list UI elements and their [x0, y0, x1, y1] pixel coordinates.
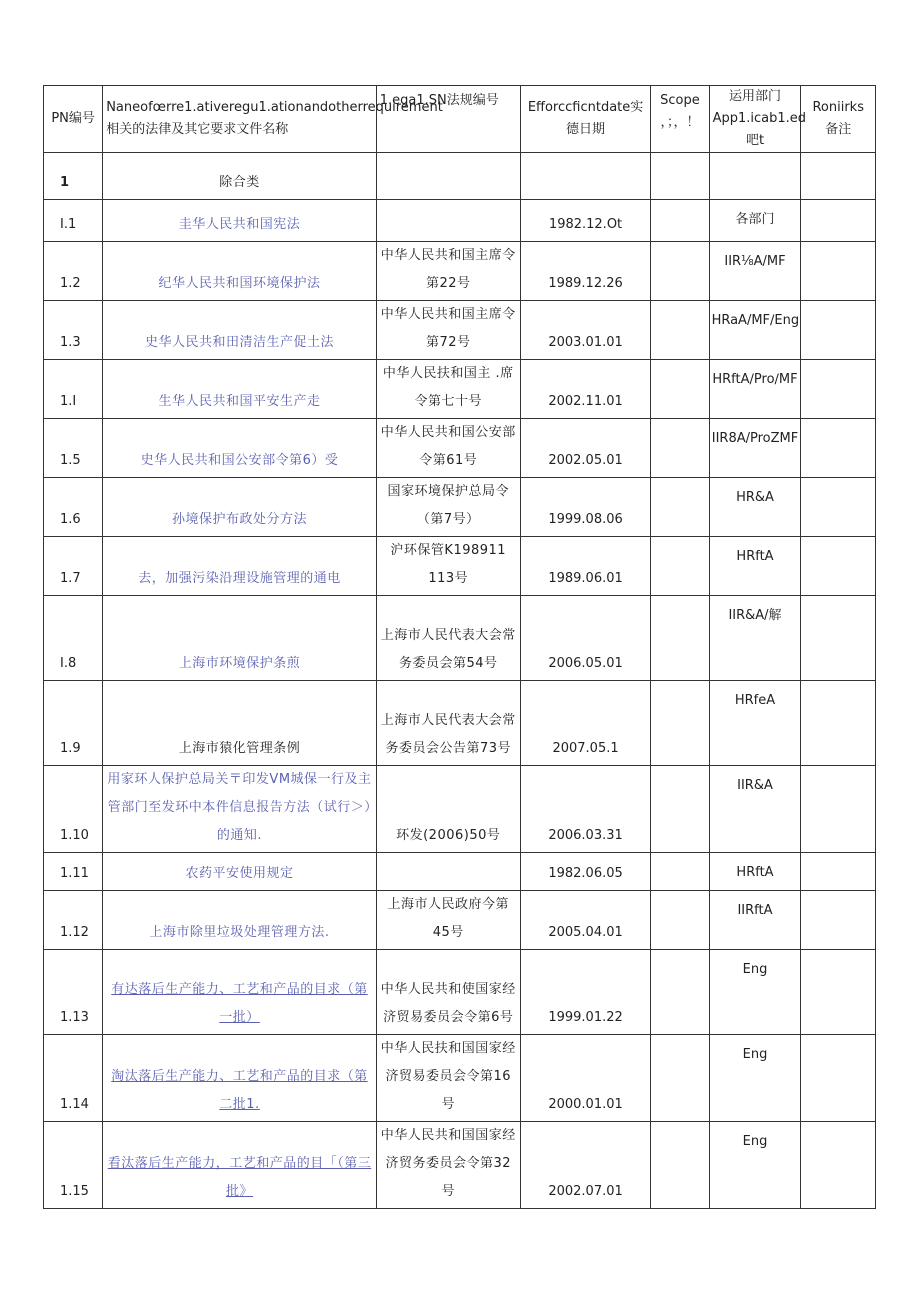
row-department: IIR&A/解 [709, 596, 801, 681]
row-remarks [801, 1122, 876, 1209]
table-row [44, 950, 876, 1035]
row-name: 看汰落后生产能力，工艺和产品的目「（第三批》 [103, 1122, 377, 1209]
section-no: 1 [44, 153, 103, 200]
row-department: IIR8A/ProZMF [709, 419, 801, 478]
row-effective-date: 2002.07.01 [520, 1122, 651, 1209]
row-scope [651, 242, 709, 301]
row-effective-date: 2006.03.31 [520, 766, 651, 853]
row-remarks [801, 596, 876, 681]
row-scope [651, 301, 709, 360]
row-no: 1.5 [44, 419, 103, 478]
row-department: HR&A [709, 478, 801, 537]
row-effective-date: 2003.01.01 [520, 301, 651, 360]
row-department: HRaA/MF∕Eng [709, 301, 801, 360]
row-name: 去，加强污染沿理设施管理的通电 [103, 537, 377, 596]
row-department: Eng [709, 1122, 801, 1209]
table-row [44, 200, 876, 242]
row-no: 1.7 [44, 537, 103, 596]
row-scope [651, 766, 709, 853]
table-row [44, 242, 876, 301]
row-effective-date: 2000.01.01 [520, 1035, 651, 1122]
row-scope [651, 950, 709, 1035]
row-no: 1.10 [44, 766, 103, 853]
row-no: 1.9 [44, 681, 103, 766]
row-scope [651, 853, 709, 891]
row-department: HRftA [709, 853, 801, 891]
table-row [44, 419, 876, 478]
row-effective-date: 2002.11.01 [520, 360, 651, 419]
row-remarks [801, 301, 876, 360]
row-remarks [801, 681, 876, 766]
row-department: Eng [709, 1035, 801, 1122]
row-department: IIRftA [709, 891, 801, 950]
row-remarks [801, 853, 876, 891]
row-remarks [801, 537, 876, 596]
row-legal-number [376, 853, 520, 891]
header-scope: Scope ，；，！ [651, 86, 709, 153]
row-name: 上海市除里垃圾处理管理方法. [103, 891, 377, 950]
row-remarks [801, 419, 876, 478]
row-no: 1.14 [44, 1035, 103, 1122]
row-legal-number: 中华人民共和国主席令第72号 [376, 301, 520, 360]
row-effective-date: 1999.01.22 [520, 950, 651, 1035]
row-department: IIR&A [709, 766, 801, 853]
row-remarks [801, 360, 876, 419]
row-scope [651, 478, 709, 537]
row-name: 淘汰落后生产能力、工艺和产品的目求（第二批1. [103, 1035, 377, 1122]
table-row [44, 478, 876, 537]
row-no: 1.13 [44, 950, 103, 1035]
row-department: Eng [709, 950, 801, 1035]
row-legal-number: 中华人民共和国国家经济贸务委员会令第32号 [376, 1122, 520, 1209]
row-no: I.8 [44, 596, 103, 681]
row-effective-date: 2005.04.01 [520, 891, 651, 950]
table-row [44, 1122, 876, 1209]
row-name: 纪华人民共和国环境保护法 [103, 242, 377, 301]
header-dept: 运用部门 App1.icab1.ed吧t [709, 86, 801, 153]
row-scope [651, 596, 709, 681]
row-name: 史华人民共和国公安部令第6）受 [103, 419, 377, 478]
row-scope [651, 681, 709, 766]
row-scope [651, 360, 709, 419]
header-date: Efforccficntdate实德日期 [520, 86, 651, 153]
row-legal-number: 中华人民扶和国主 .席令第七十号 [376, 360, 520, 419]
table-row [44, 360, 876, 419]
row-name: 上海市环境保护条煎 [103, 596, 377, 681]
row-department: HRftA∕Pro∕MF [709, 360, 801, 419]
table-row [44, 891, 876, 950]
row-department: HRfeA [709, 681, 801, 766]
section-name: 除合类 [103, 153, 377, 200]
row-name: 上海市猿化管理条例 [103, 681, 377, 766]
row-remarks [801, 200, 876, 242]
row-effective-date: 2006.05.01 [520, 596, 651, 681]
row-remarks [801, 242, 876, 301]
table-row [44, 537, 876, 596]
row-remarks [801, 950, 876, 1035]
row-no: 1.12 [44, 891, 103, 950]
row-effective-date: 1989.06.01 [520, 537, 651, 596]
regulations-table [43, 85, 876, 1209]
row-legal-number: 上海市人民代表大会常务委员会公告第73号 [376, 681, 520, 766]
row-department: IIR⅛A/MF [709, 242, 801, 301]
row-name: 圭华人民共和国宪法 [103, 200, 377, 242]
row-department: HRftA [709, 537, 801, 596]
row-department: 各部门 [709, 200, 801, 242]
row-no: 1.I [44, 360, 103, 419]
row-effective-date: 1989.12.26 [520, 242, 651, 301]
row-legal-number: 中华人民共和国公安部令第61号 [376, 419, 520, 478]
row-legal-number: 环发(2006)50号 [376, 766, 520, 853]
row-name: 史华人民共和田清洁生产促土法 [103, 301, 377, 360]
row-scope [651, 200, 709, 242]
row-remarks [801, 1035, 876, 1122]
table-header-row [44, 86, 876, 153]
row-no: 1.2 [44, 242, 103, 301]
header-legal: 1.ega1.SN法规编号 [376, 86, 520, 153]
row-effective-date: 1982.12.Ot [520, 200, 651, 242]
row-scope [651, 537, 709, 596]
table-row [44, 596, 876, 681]
row-legal-number: 上海市人民代表大会常务委员会第54号 [376, 596, 520, 681]
row-effective-date: 1999.08.06 [520, 478, 651, 537]
table-body [44, 200, 876, 1209]
row-name: 有达落后生产能力、工艺和产品的目求（第一批） [103, 950, 377, 1035]
row-no: 1.3 [44, 301, 103, 360]
row-scope [651, 1122, 709, 1209]
table-row [44, 1035, 876, 1122]
row-name: 生华人民共和国平安生产走 [103, 360, 377, 419]
row-legal-number: 中华人民扶和国国家经济贸易委员会令第16号 [376, 1035, 520, 1122]
row-remarks [801, 478, 876, 537]
row-remarks [801, 766, 876, 853]
row-no: 1.11 [44, 853, 103, 891]
row-name: 孙境保护布政处分方法 [103, 478, 377, 537]
row-scope [651, 1035, 709, 1122]
row-effective-date: 1982.06.05 [520, 853, 651, 891]
row-legal-number: 中华人民共和使国家经济贸易委员会令第6号 [376, 950, 520, 1035]
table-row [44, 681, 876, 766]
row-no: 1.15 [44, 1122, 103, 1209]
row-effective-date: 2007.05.1 [520, 681, 651, 766]
row-remarks [801, 891, 876, 950]
row-no: 1.6 [44, 478, 103, 537]
row-scope [651, 419, 709, 478]
row-legal-number: 国家环境保护总局令（第7号） [376, 478, 520, 537]
row-legal-number: 上海市人民政府今第45号 [376, 891, 520, 950]
table-row [44, 853, 876, 891]
row-no: I.1 [44, 200, 103, 242]
row-legal-number: 沪环保管K198911 113号 [376, 537, 520, 596]
row-name: 农药平安使用规定 [103, 853, 377, 891]
row-effective-date: 2002.05.01 [520, 419, 651, 478]
header-no: PN编号 [44, 86, 103, 153]
header-name: Naneofœrre1.ativeregu1.ationandotherrequirement相关的法律及其它要求文件名称 [103, 86, 377, 153]
header-remarks: Roniirks 备注 [801, 86, 876, 153]
table-row [44, 766, 876, 853]
row-legal-number [376, 200, 520, 242]
row-legal-number: 中华人民共和国主席令第22号 [376, 242, 520, 301]
table-row [44, 301, 876, 360]
row-scope [651, 891, 709, 950]
row-name: 用家环人保护总局关〒印发VM城保一行及主管部门至发环中本件信息报告方法（试行＞）的通知. [103, 766, 377, 853]
section-row [44, 153, 876, 200]
